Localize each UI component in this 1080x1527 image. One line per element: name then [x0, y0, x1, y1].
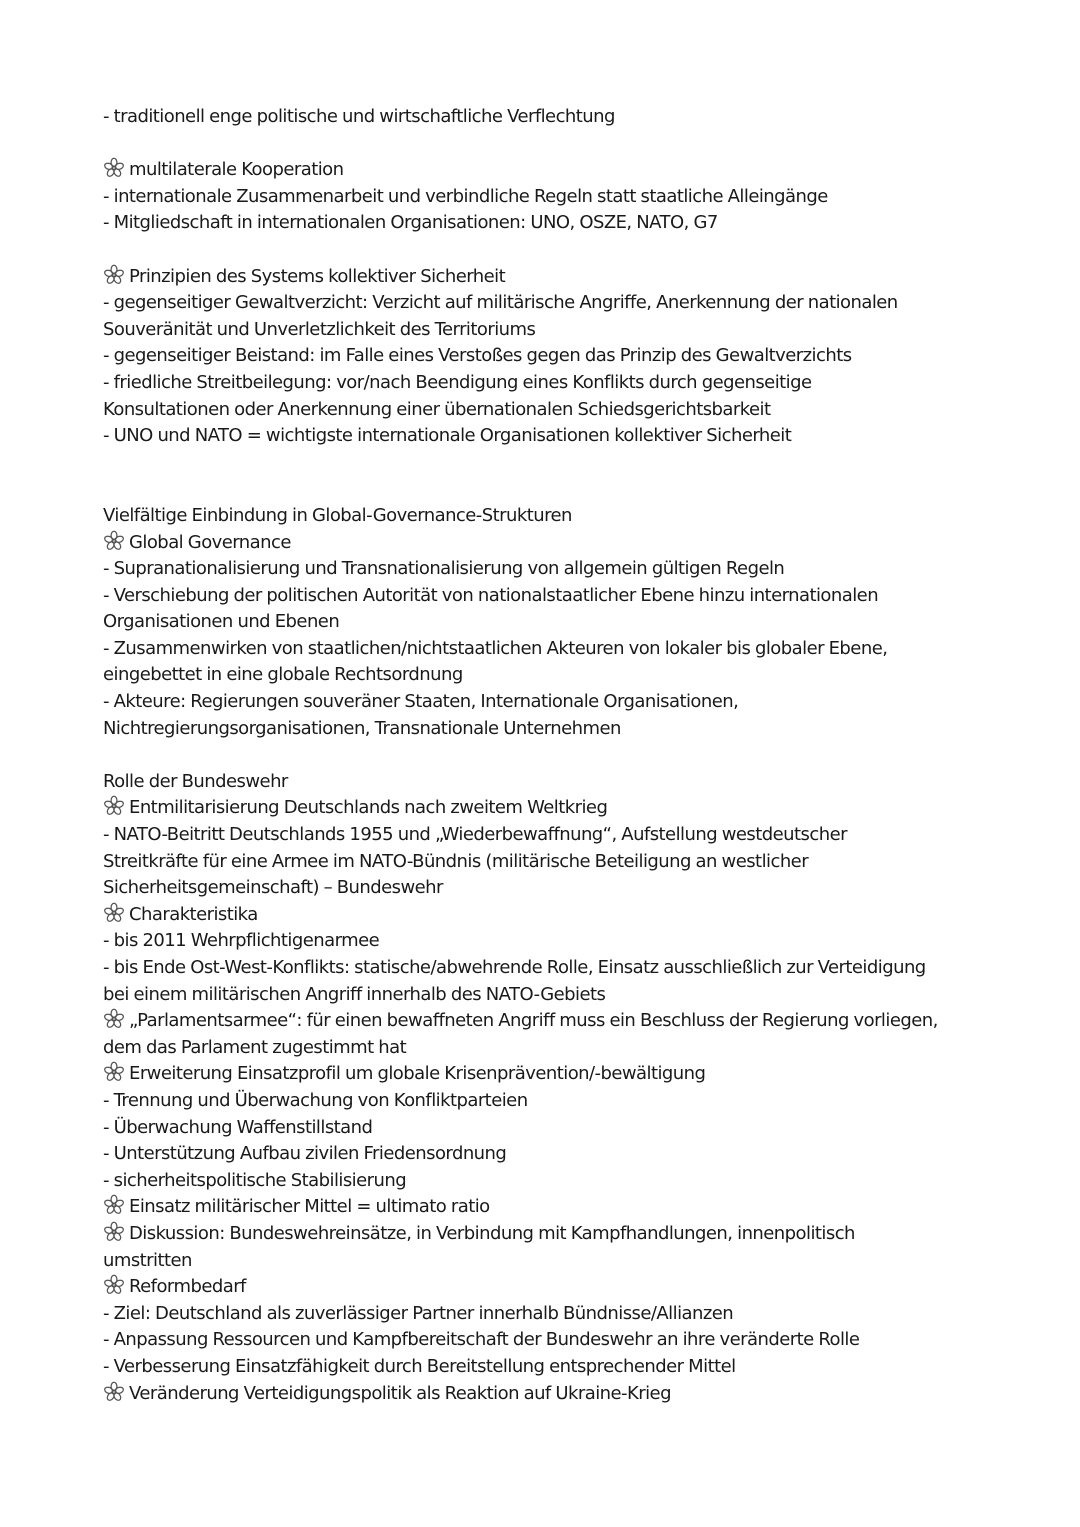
- section-heading-multilateral: [103, 157, 1003, 184]
- list-item: - Verbesserung Einsatzfähigkeit durch Bereitstellung entsprechender Mittel: [103, 1355, 736, 1377]
- section-heading-expansion: [103, 1061, 1003, 1088]
- heading-text: „Parlamentsarmee“: für einen bewaffneten Angriff muss ein Beschluss der Regierung vorliegen,: [129, 1010, 938, 1032]
- list-item: - Trennung und Überwachung von Konfliktparteien: [103, 1089, 528, 1111]
- section-heading-discussion: [103, 1221, 1003, 1248]
- heading-text: Erweiterung Einsatzprofil um globale Krisenprävention/-bewältigung: [129, 1063, 706, 1085]
- flower-bullet-icon: [103, 1221, 125, 1243]
- flower-bullet-icon: [103, 1194, 125, 1216]
- heading-text: Veränderung Verteidigungspolitik als Reaktion auf Ukraine-Krieg: [129, 1382, 671, 1404]
- list-item: - Ziel: Deutschland als zuverlässiger Partner innerhalb Bündnisse/Allianzen: [103, 1302, 734, 1324]
- heading-text: Diskussion: Bundeswehreinsätze, in Verbindung mit Kampfhandlungen, innenpolitisch: [129, 1222, 855, 1244]
- list-item: - bis Ende Ost-West-Konflikts: statische/abwehrende Rolle, Einsatz ausschließlich zur Verteidigung: [103, 957, 926, 978]
- list-item: - friedliche Streitbeilegung: vor/nach Beendigung eines Konflikts durch gegenseitige: [103, 371, 812, 393]
- list-item: Souveränität und Unverletzlichkeit des Territoriums: [103, 318, 536, 340]
- list-item: - NATO-Beitritt Deutschlands 1955 und „Wiederbewaffnung“, Aufstellung westdeutscher: [103, 824, 847, 846]
- list-item: - Supranationalisierung und Transnationalisierung von allgemein gültigen Regeln: [103, 558, 785, 580]
- list-item: bei einem militärischen Angriff innerhalb des NATO-Gebiets: [103, 983, 606, 1005]
- list-item: Streitkräfte für eine Armee im NATO-Bündnis (militärische Beteiligung an westlicher: [103, 850, 809, 872]
- section-heading-characteristics: [103, 902, 1003, 929]
- list-item: umstritten: [103, 1249, 192, 1271]
- heading-text: Einsatz militärischer Mittel = ultimato ratio: [129, 1196, 490, 1218]
- flower-bullet-icon: [103, 157, 125, 179]
- list-item: - Zusammenwirken von staatlichen/nichtstaatlichen Akteuren von lokaler bis globaler Ebene,: [103, 637, 888, 659]
- section-title-bundeswehr: Rolle der Bundeswehr: [103, 770, 288, 792]
- flower-bullet-icon: [103, 1008, 125, 1030]
- list-item: Nichtregierungsorganisationen, Transnationale Unternehmen: [103, 717, 621, 739]
- flower-bullet-icon: [103, 1274, 125, 1296]
- heading-text: Global Governance: [129, 531, 291, 553]
- flower-bullet-icon: [103, 795, 125, 817]
- heading-text: Reformbedarf: [129, 1276, 246, 1298]
- section-heading-reform: [103, 1274, 1003, 1301]
- list-item: - Akteure: Regierungen souveräner Staaten, Internationale Organisationen,: [103, 691, 739, 713]
- section-heading-demilitarization: [103, 795, 1003, 822]
- flower-bullet-icon: [103, 530, 125, 552]
- intro-line: - traditionell enge politische und wirtschaftliche Verflechtung: [103, 106, 615, 127]
- heading-text: multilaterale Kooperation: [129, 159, 344, 181]
- flower-bullet-icon: [103, 902, 125, 924]
- flower-bullet-icon: [103, 264, 125, 286]
- list-item: Konsultationen oder Anerkennung einer übernationalen Schiedsgerichtsbarkeit: [103, 398, 771, 420]
- heading-text: Prinzipien des Systems kollektiver Sicherheit: [129, 265, 506, 287]
- section-title-global-governance: Vielfältige Einbindung in Global-Governance-Strukturen: [103, 504, 572, 526]
- document-page: [103, 104, 1003, 1407]
- list-item: - Überwachung Waffenstillstand: [103, 1116, 373, 1138]
- list-item: - gegenseitiger Beistand: im Falle eines Verstoßes gegen das Prinzip des Gewaltverzichts: [103, 345, 852, 367]
- list-item: - Mitgliedschaft in internationalen Organisationen: UNO, OSZE, NATO, G7: [103, 212, 718, 234]
- list-item: - gegenseitiger Gewaltverzicht: Verzicht auf militärische Angriffe, Anerkennung der nationalen: [103, 292, 898, 314]
- list-item: Sicherheitsgemeinschaft) – Bundeswehr: [103, 877, 443, 899]
- list-item: - Verschiebung der politischen Autorität von nationalstaatlicher Ebene hinzu internationalen: [103, 584, 879, 606]
- list-item: Organisationen und Ebenen: [103, 611, 340, 633]
- heading-text: Entmilitarisierung Deutschlands nach zweitem Weltkrieg: [129, 797, 608, 819]
- list-item: - internationale Zusammenarbeit und verbindliche Regeln statt staatliche Alleingänge: [103, 185, 828, 207]
- list-item: - Anpassung Ressourcen und Kampfbereitschaft der Bundeswehr an ihre veränderte Rolle: [103, 1329, 860, 1351]
- section-heading-parliament: [103, 1008, 1003, 1035]
- list-item: eingebettet in eine globale Rechtsordnung: [103, 664, 463, 686]
- list-item: - Unterstützung Aufbau zivilen Friedensordnung: [103, 1143, 507, 1165]
- section-heading-principles: [103, 264, 1003, 291]
- flower-bullet-icon: [103, 1061, 125, 1083]
- section-heading-ukraine: [103, 1381, 1003, 1408]
- list-item: - UNO und NATO = wichtigste internationale Organisationen kollektiver Sicherheit: [103, 425, 792, 447]
- list-item: - sicherheitspolitische Stabilisierung: [103, 1169, 407, 1191]
- flower-bullet-icon: [103, 1381, 125, 1403]
- list-item: dem das Parlament zugestimmt hat: [103, 1036, 407, 1058]
- list-item: - bis 2011 Wehrpflichtigenarmee: [103, 930, 380, 952]
- section-heading-ultima-ratio: [103, 1194, 1003, 1221]
- heading-text: Charakteristika: [129, 903, 258, 925]
- section-heading-global-governance: [103, 530, 1003, 557]
